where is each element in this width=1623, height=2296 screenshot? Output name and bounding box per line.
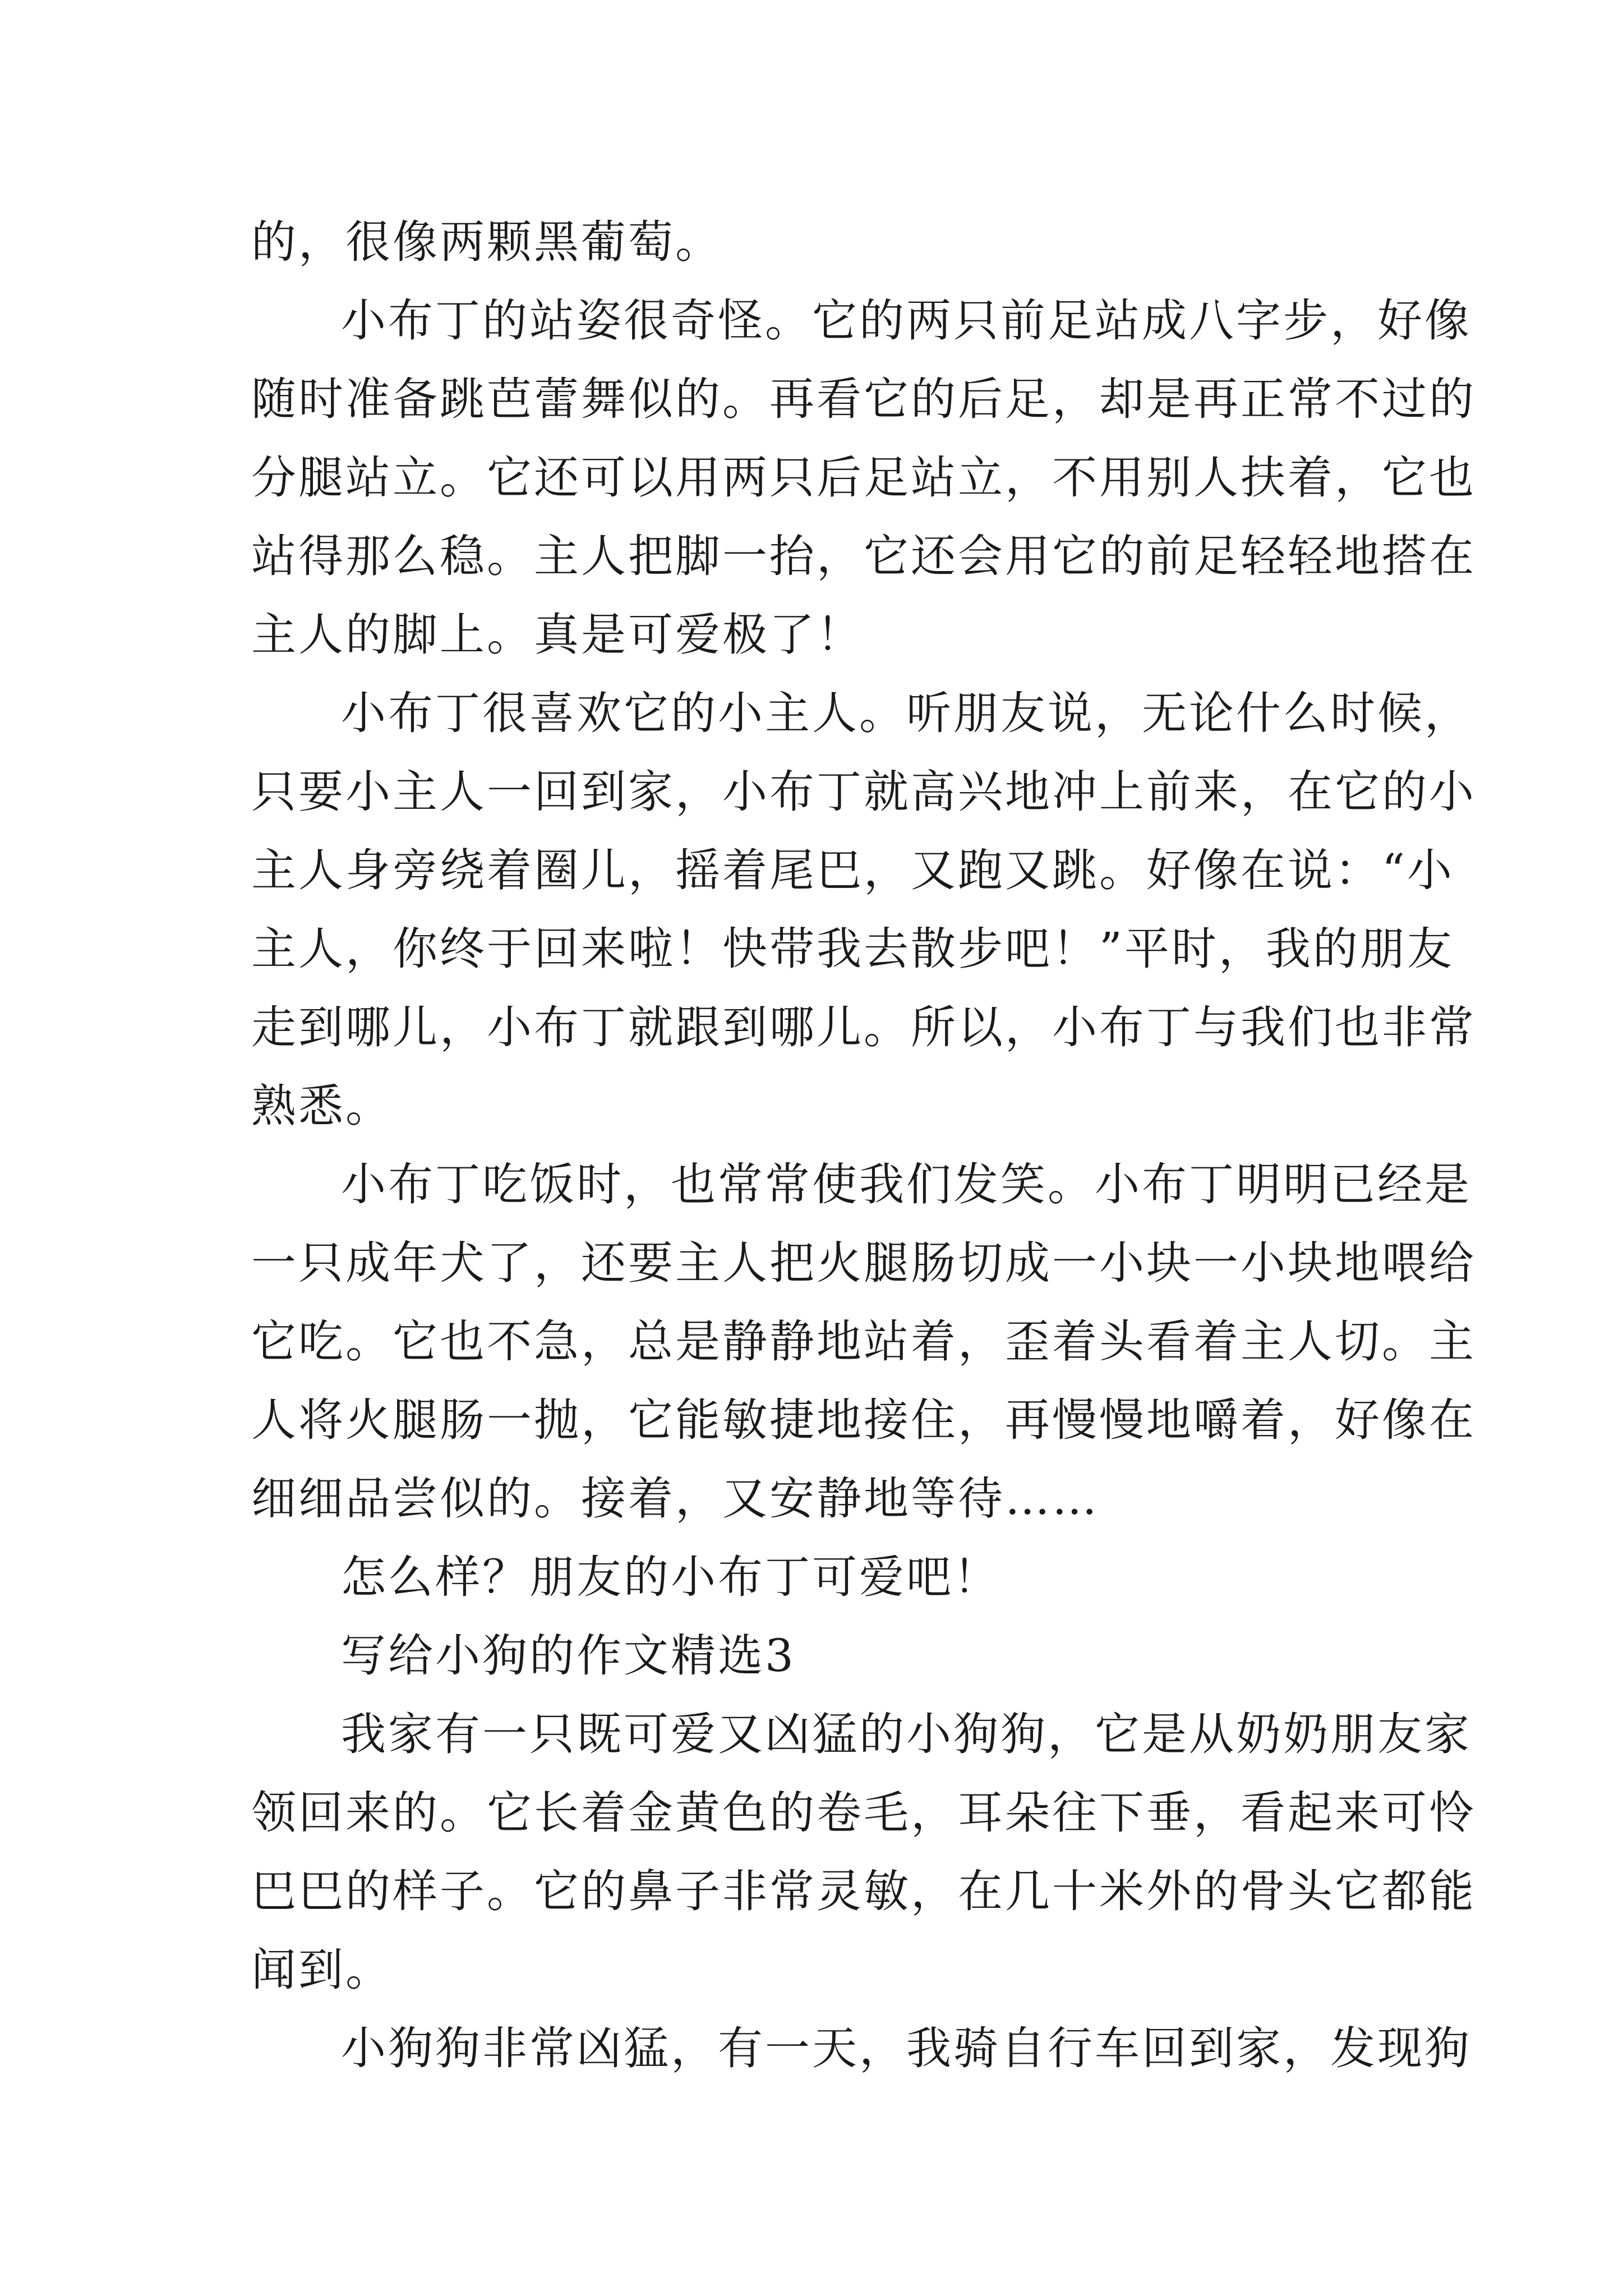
text-line: 一只成年犬了，还要主人把火腿肠切成一小块一小块地喂给 <box>251 1237 1476 1289</box>
text-line: 人将火腿肠一抛，它能敏捷地接住，再慢慢地嚼着，好像在 <box>251 1394 1476 1446</box>
paragraph <box>251 1538 1395 1617</box>
text-line: 小布丁很喜欢它的小主人。听朋友说，无论什么时候， <box>341 687 1472 739</box>
document-body <box>251 203 1476 2088</box>
paragraph <box>251 282 1476 674</box>
paragraph <box>251 2009 1472 2088</box>
text-line: 走到哪儿，小布丁就跟到哪儿。所以，小布丁与我们也非常 <box>251 1001 1476 1053</box>
text-line: 小布丁吃饭时，也常常使我们发笑。小布丁明明已经是 <box>341 1158 1472 1211</box>
text-line: 只要小主人一回到家，小布丁就高兴地冲上前来，在它的小 <box>251 766 1476 818</box>
paragraph <box>251 1695 1476 2009</box>
paragraph <box>251 1145 1476 1538</box>
text-line: 领回来的。它长着金黄色的卷毛，耳朵往下垂，看起来可怜 <box>251 1787 1476 1839</box>
text-line: 细细品尝似的。接着，又安静地等待…… <box>251 1473 1099 1525</box>
text-line: 巴巴的样子。它的鼻子非常灵敏，在几十米外的骨头它都能 <box>251 1865 1476 1917</box>
text-line: 主人身旁绕着圈儿，摇着尾巴，又跑又跳。好像在说：“小 <box>251 844 1454 896</box>
text-line: 站得那么稳。主人把脚一抬，它还会用它的前足轻轻地搭在 <box>251 530 1476 582</box>
text-line: 分腿站立。它还可以用两只后足站立，不用别人扶着，它也 <box>251 452 1476 504</box>
text-line: 闻到。 <box>251 1944 393 1996</box>
text-line: 它吃。它也不急，总是静静地站着，歪着头看着主人切。主 <box>251 1315 1476 1368</box>
section-heading <box>251 1617 1395 1695</box>
text-line: 的，很像两颗黑葡萄。 <box>251 216 722 268</box>
text-line: 主人，你终于回来啦！快带我去散步吧！”平时，我的朋友 <box>251 923 1454 975</box>
text-line: 我家有一只既可爱又凶猛的小狗狗，它是从奶奶朋友家 <box>341 1708 1472 1760</box>
text-line: 熟悉。 <box>251 1080 393 1132</box>
text-line: 写给小狗的作文精选3 <box>341 1630 796 1682</box>
paragraph <box>251 203 1395 282</box>
text-line: 随时准备跳芭蕾舞似的。再看它的后足，却是再正常不过的 <box>251 373 1476 425</box>
text-line: 小狗狗非常凶猛，有一天，我骑自行车回到家，发现狗 <box>341 2022 1472 2074</box>
text-line: 主人的脚上。真是可爱极了！ <box>251 609 864 661</box>
paragraph <box>251 674 1476 1145</box>
text-line: 怎么样？朋友的小布丁可爱吧！ <box>341 1551 1000 1603</box>
text-line: 小布丁的站姿很奇怪。它的两只前足站成八字步，好像 <box>341 295 1472 347</box>
